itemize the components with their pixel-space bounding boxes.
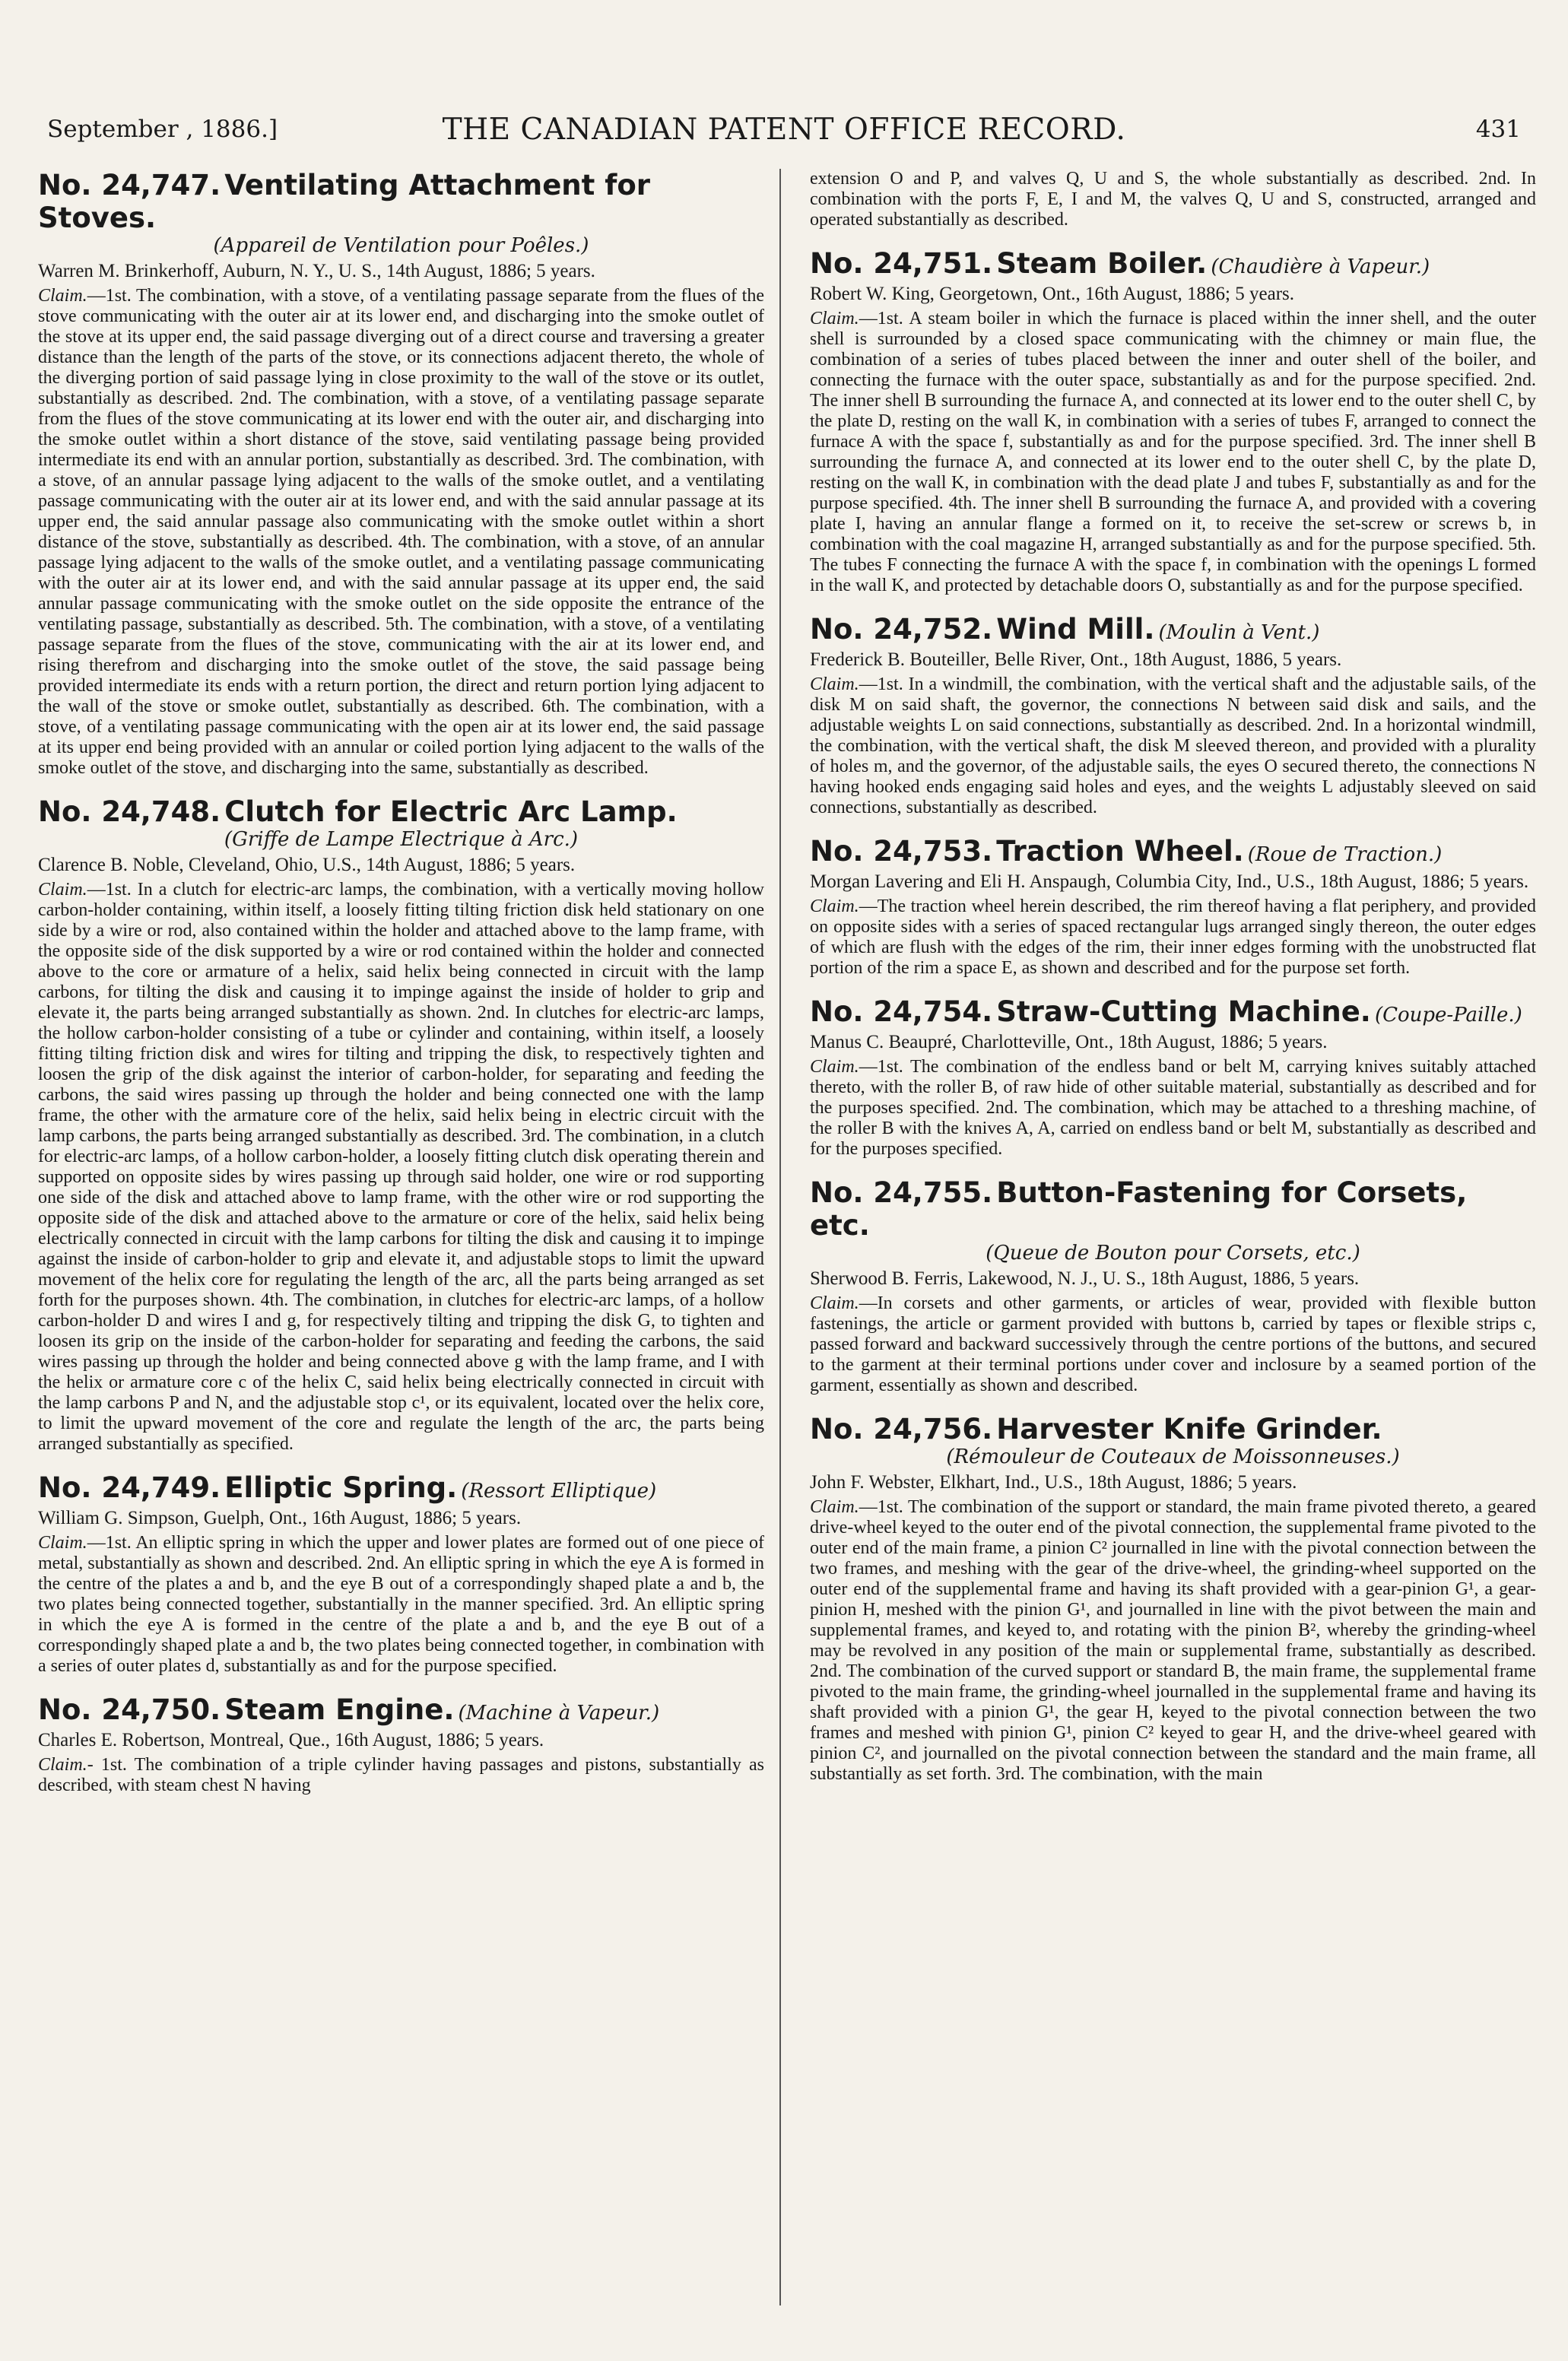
french-title: (Rémouleur de Couteaux de Moissonneuses.) (946, 1445, 1400, 1468)
claim-label: Claim. (810, 896, 859, 916)
continued-claim-text: extension O and P, and valves Q, U and S, the whole substantially as described. 2nd. In combination with the ports F, E, I and M, the valves Q, U and S, constructed, arranged and operated substantially as described. (810, 169, 1536, 230)
journal-title: THE CANADIAN PATENT OFFICE RECORD. (442, 113, 1126, 147)
patent-number: No. 24,756. (810, 1413, 993, 1445)
inventor-line: Clarence B. Noble, Cleveland, Ohio, U.S., 14th August, 1886; 5 years. (38, 855, 576, 875)
left-column (38, 169, 764, 2308)
patent-entry (38, 795, 764, 1455)
inventor-line: Charles E. Robertson, Montreal, Que., 16th August, 1886; 5 years. (38, 1730, 544, 1750)
patent-title: Elliptic Spring. (224, 1471, 458, 1504)
patent-number: No. 24,751. (810, 247, 993, 280)
patent-title: Straw-Cutting Machine. (996, 995, 1371, 1028)
french-title: (Roue de Traction.) (1247, 843, 1443, 866)
claim-paragraph (810, 1497, 1536, 1785)
claim-label: Claim. (38, 1533, 87, 1553)
claim-label: Claim. (810, 309, 859, 328)
claim-paragraph (810, 674, 1536, 818)
claim-text: —1st. In a clutch for electric-arc lamps, the combination, with a vertically moving hollow carbon-holder containing, within itself, a loosely fitting tilting friction disk held stationary on one side by a wire or rod, also contained within the holder and attached above to the lamp frame, with the opposite side of the disk supported by a wire or rod contained within the holder and connected above to the core or armature of a helix, said helix being connected in circuit with the lamp carbons, for tilting the disk and causing it to impinge against the inside of holder to grip and elevate it, the parts being arranged substantially as shown. 2nd. In clutches for electric-arc lamps, the hollow carbon-holder consisting of a tube or cylinder and containing, within itself, a loosely fitting tilting friction disk and wires for tilting and tripping the disk, to respectively tighten and loosen the grip of the disk against the interior of carbon-holder, for separating and feeding the carbons, the said wires passing up through the holder and being connected one with the lamp frame, the other with the armature core of the helix, said helix being in electric circuit with the lamp carbons, the parts being arranged substantially as described. 3rd. The combination, in a clutch for electric-arc lamps, of a hollow carbon-holder, a loosely fitting clutch disk operating therein and supported on opposite sides by wires passing up through said holder, one wire or rod supporting one side of the disk and attached above to lamp frame, with the other wire or rod supporting the opposite side of the disk and attached above to the armature or core of the helix, said helix being electrically connected in circuit with the lamp carbons for tilting the disk and causing it to impinge against the inside of carbon-holder to grip and elevate it, and adjustable stops to limit the upward movement of the helix core for regulating the length of the arc, all the parts being arranged as set forth for the purposes shown. 4th. The combination, in clutches for electric-arc lamps, of a hollow carbon-holder D and wires I and g, for respectively tilting and tripping the disk G, to tighten and loosen its grip on the inside of the carbon-holder for separating and feeding the carbons, the said wires passing up through the holder and being connected above g with the lamp frame, and I with the helix or armature core c of the helix C, said helix being electrically connected in circuit with the lamp carbons P and N, and the adjustable stop c¹, or its equivalent, located over the helix core, to limit the upward movement of the core and regulate the length of the arc, the parts being arranged substantially as specified. (38, 880, 764, 1454)
claim-text: —1st. A steam boiler in which the furnace is placed within the inner shell, and the outer shell is surrounded by a closed space communicating with the chimney or main flue, the combination of a series of tubes placed between the inner and outer shell of the boiler, and connecting the furnace with the outer space, substantially as and for the purpose specified. 2nd. The inner shell B surrounding the furnace A, and connected at its lower end to the outer shell C, by the plate D, resting on the wall K, in combination with a series of tubes F, arranged to connect the furnace A with the space f, substantially as and for the purpose specified. 3rd. The inner shell B surrounding the furnace A, and connected at its lower end to the outer shell C, by the plate D, resting on the wall K, in combination with the dead plate J and tubes F, substantially as and for the purpose specified. 4th. The inner shell B surrounding the furnace A, and provided with a covering plate I, having an annular flange a formed on it, to receive the set-screw or screws b, in combination with the coal magazine H, arranged substantially as and for the purpose specified. 5th. The tubes F connecting the furnace A with the space f, in combination with the openings L formed in the wall K, and protected by detachable doors O, substantially as and for the purpose specified. (810, 309, 1536, 595)
claim-paragraph (38, 880, 764, 1455)
claim-text: —1st. The combination, with a stove, of a ventilating passage separate from the flues of the stove communicating with the outer air at its lower end, and discharging into the smoke outlet of the stove at its upper end, the said passage diverging out of a direct course and traversing a greater distance than the length of the parts of the stove, or its connections adjacent thereto, the whole of the diverging portion of said passage lying in close proximity to the wall of the stove or its outlet, substantially as described. 2nd. The combination, with a stove, of a ventilating passage separate from the flues of the stove communicating at its lower end with the outer air, and discharging into the smoke outlet within a short distance of the stove, said ventilating passage being provided intermediate its end with an annular portion, substantially as described. 3rd. The combination, with a stove, of an annular passage lying adjacent to the walls of the smoke outlet, and a ventilating passage communicating with the outer air at its lower end, and with the said annular passage at its upper end, the said annular passage also communicating with the smoke outlet within a short distance of the stove, substantially as described. 4th. The combination, with a stove, of an annular passage lying adjacent to the walls of the smoke outlet, and a ventilating passage communicating with the outer air at its lower end, and with the said annular passage at its upper end, the said annular passage communicating with the smoke outlet on the side opposite the entrance of the ventilating passage, substantially as described. 5th. The combination, with a stove, of a ventilating passage separate from the flues of the stove, communicating with the air at its lower end, and rising therefrom and discharging into the smoke outlet of the stove, the said passage being provided intermediate its ends with a return portion, the direct and return portion lying adjacent to the wall of the stove or smoke outlet, substantially as described. 6th. The combination, with a stove, of a ventilating passage communicating with the open air at its lower end, the said passage at its upper end being provided with an annular or coiled portion lying adjacent to the walls of the smoke outlet of the stove, and discharging into the same, substantially as described. (38, 286, 764, 778)
claim-paragraph (810, 309, 1536, 596)
patent-number: No. 24,750. (38, 1693, 221, 1726)
patent-number: No. 24,754. (810, 995, 993, 1028)
patent-title: Harvester Knife Grinder. (996, 1413, 1382, 1445)
inventor-line: Robert W. King, Georgetown, Ont., 16th August, 1886; 5 years. (810, 284, 1294, 304)
inventor-line: Sherwood B. Ferris, Lakewood, N. J., U. S., 18th August, 1886, 5 years. (810, 1268, 1360, 1289)
claim-text: - 1st. The combination of a triple cylinder having passages and pistons, substantially as described, with steam chest N having (38, 1755, 764, 1795)
claim-label: Claim. (38, 1755, 87, 1775)
patent-entry (810, 169, 1536, 230)
right-column (810, 169, 1536, 2308)
claim-text: —1st. An elliptic spring in which the upper and lower plates are formed out of one piece of metal, substantially as shown and described. 2nd. An elliptic spring in which the eye A is formed in the centre of the plates a and b, and the eye B out of a correspondingly shaped plate a and b, the two plates being connected together, substantially in the manner specified. 3rd. An elliptic spring in which the eye A is formed in the centre of the plate a and b, and the eye B out of a correspondingly shaped plate a and b, the two plates being connected together, in combination with a series of outer plates d, substantially as and for the purpose specified. (38, 1533, 764, 1676)
claim-label: Claim. (810, 1293, 859, 1313)
patent-number: No. 24,753. (810, 835, 993, 868)
patent-entry (38, 1471, 764, 1677)
french-title: (Ressort Elliptique) (461, 1480, 657, 1503)
entry-heading (810, 835, 1536, 868)
inventor-line: Warren M. Brinkerhoff, Auburn, N. Y., U. S., 14th August, 1886; 5 years. (38, 261, 595, 281)
entry-heading (810, 1176, 1536, 1265)
patent-title: Traction Wheel. (996, 835, 1244, 868)
claim-text: —In corsets and other garments, or articles of wear, provided with flexible button fastenings, the article or garment provided with buttons b, carried by tapes or flexible strips c, passed forward and backward successively through the centre portions of the buttons, and secured to the garment at their terminal portions under cover and inclosure by a seamed portion of the garment, essentially as shown and described. (810, 1293, 1536, 1395)
claim-text: —1st. The combination of the endless band or belt M, carrying knives suitably attached thereto, with the roller B, of raw hide of other suitable material, substantially as described and for the purposes specified. 2nd. The combination, which may be attached to a threshing machine, of the roller B with the knives A, A, carried on endless band or belt M, substantially as described and for the purposes specified. (810, 1057, 1536, 1159)
patent-entry (810, 1176, 1536, 1396)
french-title: (Griffe de Lampe Electrique à Arc.) (224, 828, 579, 851)
patent-entry (810, 613, 1536, 818)
claim-paragraph (810, 1057, 1536, 1160)
claim-paragraph (38, 286, 764, 779)
running-head (47, 113, 1521, 151)
claim-paragraph (38, 1755, 764, 1796)
claim-label: Claim. (810, 1497, 859, 1517)
patent-title: Button-Fastening for Corsets, etc. (810, 1176, 1468, 1242)
entry-heading (810, 613, 1536, 646)
claim-paragraph (38, 1533, 764, 1677)
claim-label: Claim. (38, 880, 87, 900)
french-title: (Coupe-Paille.) (1374, 1004, 1522, 1027)
french-title: (Moulin à Vent.) (1158, 621, 1320, 644)
inventor-line: Manus C. Beaupré, Charlotteville, Ont., 18th August, 1886; 5 years. (810, 1032, 1328, 1052)
patent-number: No. 24,752. (810, 613, 993, 646)
patent-entry (810, 835, 1536, 979)
french-title: (Queue de Bouton pour Corsets, etc.) (986, 1242, 1360, 1265)
patent-entry (38, 169, 764, 779)
claim-label: Claim. (810, 674, 859, 694)
patent-number: No. 24,748. (38, 795, 221, 828)
french-title: (Chaudière à Vapeur.) (1211, 255, 1430, 278)
patent-number: No. 24,747. (38, 169, 221, 202)
patent-entry (810, 247, 1536, 596)
entry-heading (810, 1413, 1536, 1468)
page-number: 431 (1475, 116, 1521, 143)
entry-heading (810, 995, 1536, 1028)
patent-title: Ventilating Attachment for Stoves. (38, 169, 650, 234)
entry-heading (38, 169, 764, 257)
column-divider (779, 169, 781, 2305)
inventor-line: John F. Webster, Elkhart, Ind., U.S., 18th August, 1886; 5 years. (810, 1472, 1297, 1493)
claim-text: —The traction wheel herein described, the rim thereof having a flat periphery, and provided on opposite sides with a series of spaced rectangular lugs arranged singly thereon, the outer edges of which are flush with the edges of the rim, their inner edges forming with the unobstructed flat portion of the rim a space E, as shown and described and for the purpose set forth. (810, 896, 1536, 978)
patent-entry (810, 995, 1536, 1160)
claim-text: —1st. In a windmill, the combination, with the vertical shaft and the adjustable sails, of the disk M on said shaft, the governor, the connections N between said disk and sails, and the adjustable weights L on said connections, substantially as described. 2nd. In a horizontal windmill, the combination, with the vertical shaft, the disk M sleeved thereon, and provided with a plurality of holes m, and the governor, of the adjustable sails, the eyes O secured thereto, the connections N having hooked ends engaging said holes and eyes, and the weights L adjustably sleeved on said connections, substantially as described. (810, 674, 1536, 817)
french-title: (Appareil de Ventilation pour Poêles.) (213, 234, 589, 257)
french-title: (Machine à Vapeur.) (458, 1702, 660, 1725)
patent-title: Wind Mill. (996, 613, 1155, 646)
patent-number: No. 24,749. (38, 1471, 221, 1504)
entry-heading (810, 247, 1536, 280)
patent-title: Clutch for Electric Arc Lamp. (224, 795, 678, 828)
claim-text: —1st. The combination of the support or standard, the main frame pivoted thereto, a geared drive-wheel keyed to the outer end of the pivotal connection, the supplemental frame pivoted to the outer end of the main frame, a pinion C² journalled in line with the pivotal connection between the two frames, and meshing with the gear of the drive-wheel, the grinding-wheel supported on the outer end of the supplemental frame and having its shaft provided with a gear-pinion G¹, a gear-pinion H, meshed with the pinion G¹, and journalled in line with the pivot between the main and supplemental frames, and keyed to, and rotating with the pinion B², whereby the grinding-wheel may be revolved in any position of the main or supplemental frame, substantially as described. 2nd. The combination of the curved support or standard B, the main frame, the supplemental frame pivoted to the main frame, the grinding-wheel journalled in the supplemental frame and having its shaft provided with a pinion G¹, the gear H, keyed to the pivotal connection between the two frames and meshed with pinion G¹, pinion C² keyed to gear H, and the drive-wheel geared with pinion C², and journalled on the pivotal connection between the standard and the main frame, all substantially as set forth. 3rd. The combination, with the main (810, 1497, 1536, 1784)
inventor-line: William G. Simpson, Guelph, Ont., 16th August, 1886; 5 years. (38, 1508, 522, 1528)
entry-heading (38, 1471, 764, 1504)
entry-heading (38, 1693, 764, 1726)
entry-heading (38, 795, 764, 851)
claim-paragraph (810, 1293, 1536, 1396)
patent-title: Steam Engine. (224, 1693, 455, 1726)
claim-label: Claim. (38, 286, 87, 306)
patent-entry (38, 1693, 764, 1796)
inventor-line: Morgan Lavering and Eli H. Anspaugh, Columbia City, Ind., U.S., 18th August, 1886; 5 years. (810, 871, 1529, 892)
inventor-line: Frederick B. Bouteiller, Belle River, Ont., 18th August, 1886, 5 years. (810, 649, 1342, 670)
patent-title: Steam Boiler. (996, 247, 1208, 280)
patent-entry (810, 1413, 1536, 1785)
header-date: September , 1886.] (47, 116, 278, 143)
claim-paragraph (810, 896, 1536, 979)
patent-number: No. 24,755. (810, 1176, 993, 1209)
claim-label: Claim. (810, 1057, 859, 1077)
